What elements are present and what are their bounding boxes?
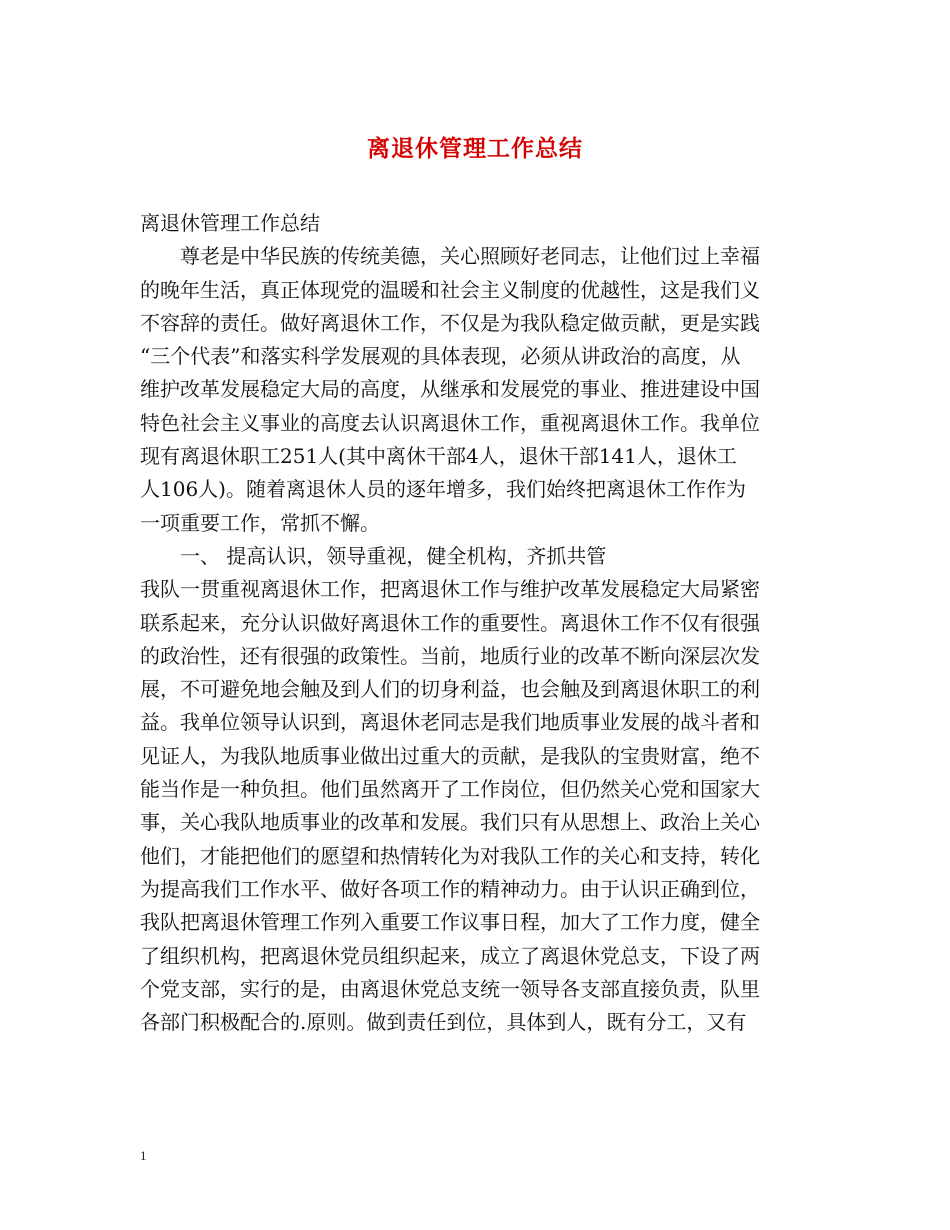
body-line: 见证人，为我队地质事业做出过重大的贡献，是我队的宝贵财富，绝不 <box>140 743 760 768</box>
body-line: 现有离退休职工251人(其中离休干部4人，退休干部141人，退休工 <box>140 444 737 469</box>
body-line: 不容辞的责任。做好离退休工作，不仅是为我队稳定做贡献，更是实践 <box>140 310 760 335</box>
document-body <box>140 207 820 1039</box>
body-line: 维护改革发展稳定大局的高度，从继承和发展党的事业、推进建设中国 <box>140 377 760 402</box>
body-line: 个党支部，实行的是，由离退休党总支统一领导各支部直接负责，队里 <box>140 976 760 1001</box>
body-line: 展，不可避免地会触及到人们的切身利益，也会触及到离退休职工的利 <box>140 677 760 702</box>
body-line: 我队把离退休管理工作列入重要工作议事日程，加大了工作力度，健全 <box>140 910 760 935</box>
page-number: 1 <box>140 1148 147 1163</box>
body-line: 他们，才能把他们的愿望和热情转化为对我队工作的关心和支持，转化 <box>140 843 760 868</box>
body-line: 的政治性，还有很强的政策性。当前，地质行业的改革不断向深层次发 <box>140 643 760 668</box>
body-line: 事，关心我队地质事业的改革和发展。我们只有从思想上、政治上关心 <box>140 810 760 835</box>
section-heading: 一、 提高认识，领导重视，健全机构，齐抓共管 <box>180 543 607 568</box>
body-line: 益。我单位领导认识到，离退休老同志是我们地质事业发展的战斗者和 <box>140 710 760 735</box>
body-line: 尊老是中华民族的传统美德，关心照顾好老同志，让他们过上幸福 <box>180 244 760 269</box>
body-line: 特色社会主义事业的高度去认识离退休工作，重视离退休工作。我单位 <box>140 410 760 435</box>
body-line: “三个代表”和落实科学发展观的具体表现，必须从讲政治的高度，从 <box>140 344 741 369</box>
body-line: 人106人)。随着离退休人员的逐年增多，我们始终把离退休工作作为 <box>140 477 746 502</box>
body-line: 离退休管理工作总结 <box>140 211 320 235</box>
body-line: 我队一贯重视离退休工作，把离退休工作与维护改革发展稳定大局紧密 <box>140 577 760 602</box>
body-line: 一项重要工作，常抓不懈。 <box>140 510 380 535</box>
body-line: 联系起来，充分认识做好离退休工作的重要性。离退休工作不仅有很强 <box>140 610 760 635</box>
body-line: 为提高我们工作水平、做好各项工作的精神动力。由于认识正确到位， <box>140 876 760 901</box>
body-line: 各部门积极配合的.原则。做到责任到位，具体到人，既有分工，又有 <box>140 1010 747 1035</box>
body-line: 了组织机构，把离退休党员组织起来，成立了离退休党总支，下设了两 <box>140 943 760 968</box>
body-line: 能当作是一种负担。他们虽然离开了工作岗位，但仍然关心党和国家大 <box>140 777 760 802</box>
document-title: 离退休管理工作总结 <box>367 135 583 162</box>
body-line: 的晚年生活，真正体现党的温暖和社会主义制度的优越性，这是我们义 <box>140 277 760 302</box>
